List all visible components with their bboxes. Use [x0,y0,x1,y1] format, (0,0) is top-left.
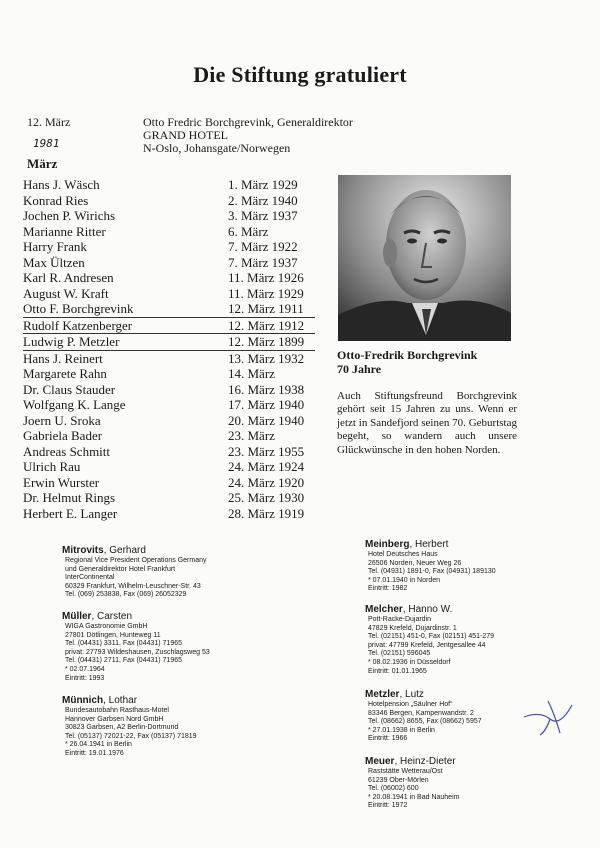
entry-surname: Metzler [365,689,400,700]
birthday-row [23,490,315,506]
birthday-name: Otto F. Borchgrevink [23,301,134,316]
birthday-row [23,444,315,460]
birthday-date: 24. März 1920 [228,474,305,490]
birthday-date: 2. März 1940 [228,192,298,208]
birthday-date: 6. März [228,223,269,239]
entry-line: * 20.08.1941 in Bad Nauheim [368,793,460,801]
birthday-row [23,428,315,444]
birthday-date: 16. März 1938 [228,381,305,397]
birthday-date: 12. März 1911 [228,301,304,316]
entry-line: privat: 27793 Wildeshausen, Zuschlagsweg 53 [65,648,210,656]
birthday-name: Joern U. Sroka [23,412,101,428]
entry-line: 61239 Ober-Mörlen [368,776,429,784]
entry-line: * 07.01.1940 in Norden [368,576,440,584]
entry-name: Münnich, Lothar [62,695,138,706]
birthday-date: 3. März 1937 [228,208,298,223]
header-year: 1981 [33,137,60,150]
birthday-date: 12. März 1899 [228,334,305,349]
birthday-row [23,286,315,302]
entry-line: * 27.01.1938 in Berlin [368,726,435,734]
entry-surname: Mitrovits [62,545,104,556]
birthday-date: 24. März 1924 [228,459,305,474]
entry-given: Carsten [97,611,133,622]
birthday-name: Ludwig P. Metzler [23,334,120,349]
entry-line: Tel. (04431) 3311, Fax (04431) 71965 [65,640,183,648]
entry-name: Meinberg, Herbert [365,539,449,550]
entry-line: 30823 Garbsen, A2 Berlin-Dortmund [65,724,179,732]
birthday-name: Dr. Helmut Rings [23,490,116,505]
birthday-name: August W. Kraft [23,285,109,301]
entry-line: Tel. (08662) 8655, Fax (08662) 5957 [368,718,482,726]
feature-text: Auch Stiftungsfreund Borchgrevink gehört seit 15 Jahren zu uns. Wenn er jetzt in Sandefjord seinen 70. Geburtstag begeht, so wandern auch unsere Glückwünsche in den hohen Norden. [337,390,517,456]
entry-line: 27801 Dötlingen, Hunteweg 11 [65,631,161,639]
birthday-row [23,255,315,271]
birthday-date: 7. März 1922 [228,239,298,254]
entry-line: Tel. (04431) 2711, Fax (04431) 71965 [65,657,183,665]
birthday-name: Gabriela Bader [23,428,103,443]
birthday-row [23,334,315,351]
entry-line: Raststätte Wetterau/Ost [368,768,443,775]
entry-line: Hotelpension „Säulner Hof“ [368,701,453,708]
birthday-row [23,413,315,429]
birthday-row [23,351,315,367]
birthday-date: 11. März 1929 [228,285,304,301]
directory-entry [62,695,197,759]
birthday-row [23,397,315,413]
entry-line: Tel. (02151) 596045 [368,650,431,658]
directory-entry [62,611,210,683]
birthday-name: Erwin Wurster [23,474,100,490]
entry-line: Tel. (06002) 600 [368,785,419,793]
birthday-name: Hans J. Wäsch [23,177,100,192]
birthday-row [23,301,315,318]
birthday-name: Rudolf Katzenberger [23,317,133,333]
handwritten-check-mark [520,697,575,737]
birthday-row [23,208,315,224]
birthday-name: Wolfgang K. Lange [23,397,126,412]
birthday-row [23,366,315,382]
month-heading: März [27,156,58,171]
directory-entry [365,689,482,744]
entry-surname: Meuer [365,756,395,767]
birthday-name: Karl R. Andresen [23,270,114,285]
address-line: Otto Fredric Borchgrevink, Generaldirektor [143,115,353,129]
entry-line: Eintritt: 01.01.1965 [368,667,427,675]
birthday-name: Harry Frank [23,239,87,254]
entry-name: Meuer, Heinz-Dieter [365,756,456,767]
entry-name: Mitrovits, Gerhard [62,545,146,556]
entry-line: Bundesautobahn Rasthaus-Motel [65,707,169,714]
entry-line: Pott-Racke-Dujardin [368,616,432,623]
entry-line: Tel. (069) 253838, Fax (069) 26052329 [65,591,187,599]
birthday-date: 23. März [228,428,275,443]
birthday-date: 7. März 1937 [228,254,298,270]
entry-line: Tel. (05137) 72021-22, Fax (05137) 71819 [65,732,197,740]
directory-entry [62,545,207,600]
entry-line: InterContinental [65,574,115,582]
birthday-row [23,239,315,255]
birthday-date: 17. März 1940 [228,397,305,412]
entry-name: Metzler, Lutz [365,689,424,700]
birthday-list [23,177,315,521]
birthday-row [23,318,315,335]
entry-line: Eintritt: 1966 [368,735,408,743]
feature-age: 70 Jahre [337,362,382,376]
directory-entry [365,756,459,811]
entry-line: Tel. (02151) 451-0, Fax (02151) 451-279 [368,633,495,641]
entry-line: Eintritt: 1993 [65,674,105,682]
birthday-row [23,506,315,522]
birthday-date: 12. März 1912 [228,317,305,333]
birthday-row [23,177,315,193]
entry-given: Gerhard [109,545,146,556]
birthday-date: 23. März 1955 [228,443,305,459]
birthday-name: Hans J. Reinert [23,350,103,366]
entry-line: * 08.02.1936 in Düsseldorf [368,658,451,666]
birthday-date: 1. März 1929 [228,177,298,192]
birthday-name: Dr. Claus Stauder [23,381,116,397]
entry-line: 26506 Norden, Neuer Weg 26 [368,559,462,567]
page-title: Die Stiftung gratuliert [193,62,407,87]
birthday-date: 11. März 1926 [228,270,304,285]
entry-surname: Müller [62,611,92,622]
birthday-date: 28. März 1919 [228,505,305,521]
birthday-row [23,459,315,475]
entry-line: Tel. (04931) 1891-0, Fax (04931) 189130 [368,568,496,576]
birthday-row [23,224,315,240]
entry-line: 83346 Bergen, Kampenwandstr. 2 [368,709,474,717]
entry-line: WIGA Gastronomie GmbH [65,623,148,630]
entry-line: und Generaldirektor Hotel Frankfurt [65,565,176,573]
entry-given: Hanno W. [408,604,453,615]
birthday-row [23,193,315,209]
entry-line: * 02.07.1964 [65,665,105,673]
entry-line: Eintritt: 1972 [368,802,408,810]
entry-line: * 26.04.1941 in Berlin [65,741,132,749]
birthday-name: Ulrich Rau [23,459,81,474]
entry-surname: Melcher [365,604,403,615]
entry-line: Hannover Garbsen Nord GmbH [65,715,164,723]
birthday-row [23,270,315,286]
header-address [143,116,353,155]
birthday-date: 20. März 1940 [228,412,305,428]
entry-name: Müller, Carsten [62,611,133,622]
birthday-name: Andreas Schmitt [23,443,111,459]
entry-surname: Münnich [62,695,104,706]
entry-line: 60329 Frankfurt, Wilhelm-Leuschner-Str. 43 [65,582,201,590]
entry-surname: Meinberg [365,539,410,550]
entry-line: Hotel Deutsches Haus [368,551,438,558]
birthday-date: 25. März 1930 [228,490,305,505]
birthday-name: Jochen P. Wirichs [23,208,116,223]
birthday-row [23,475,315,491]
entry-line: Regional Vice President Operations Germany [65,557,207,564]
entry-given: Herbert [415,539,449,550]
entry-line: privat: 47799 Krefeld, Jentgesallee 44 [368,641,486,649]
portrait-photo [338,175,511,341]
entry-line: Eintritt: 19.01.1976 [65,749,124,757]
address-line: GRAND HOTEL [143,128,228,142]
feature-name: Otto-Fredrik Borchgrevink [337,348,478,362]
birthday-name: Konrad Ries [23,192,89,208]
entry-given: Heinz-Dieter [400,756,456,767]
entry-given: Lothar [108,695,138,706]
birthday-name: Herbert E. Langer [23,505,118,521]
birthday-date: 13. März 1932 [228,350,305,366]
address-line: N-Oslo, Johansgate/Norwegen [143,141,291,155]
birthday-date: 14. März [228,366,275,381]
header-date: 12. März [27,115,71,129]
entry-name: Melcher, Hanno W. [365,604,453,615]
birthday-name: Margarete Rahn [23,366,107,381]
entry-line: 47829 Krefeld, Dujardinstr. 1 [368,624,457,632]
entry-line: Eintritt: 1982 [368,585,408,593]
directory-entry [365,539,496,594]
entry-given: Lutz [405,689,424,700]
birthday-row [23,382,315,398]
directory-entry [365,604,494,676]
birthday-name: Max Ültzen [23,254,85,270]
birthday-name: Marianne Ritter [23,223,106,239]
